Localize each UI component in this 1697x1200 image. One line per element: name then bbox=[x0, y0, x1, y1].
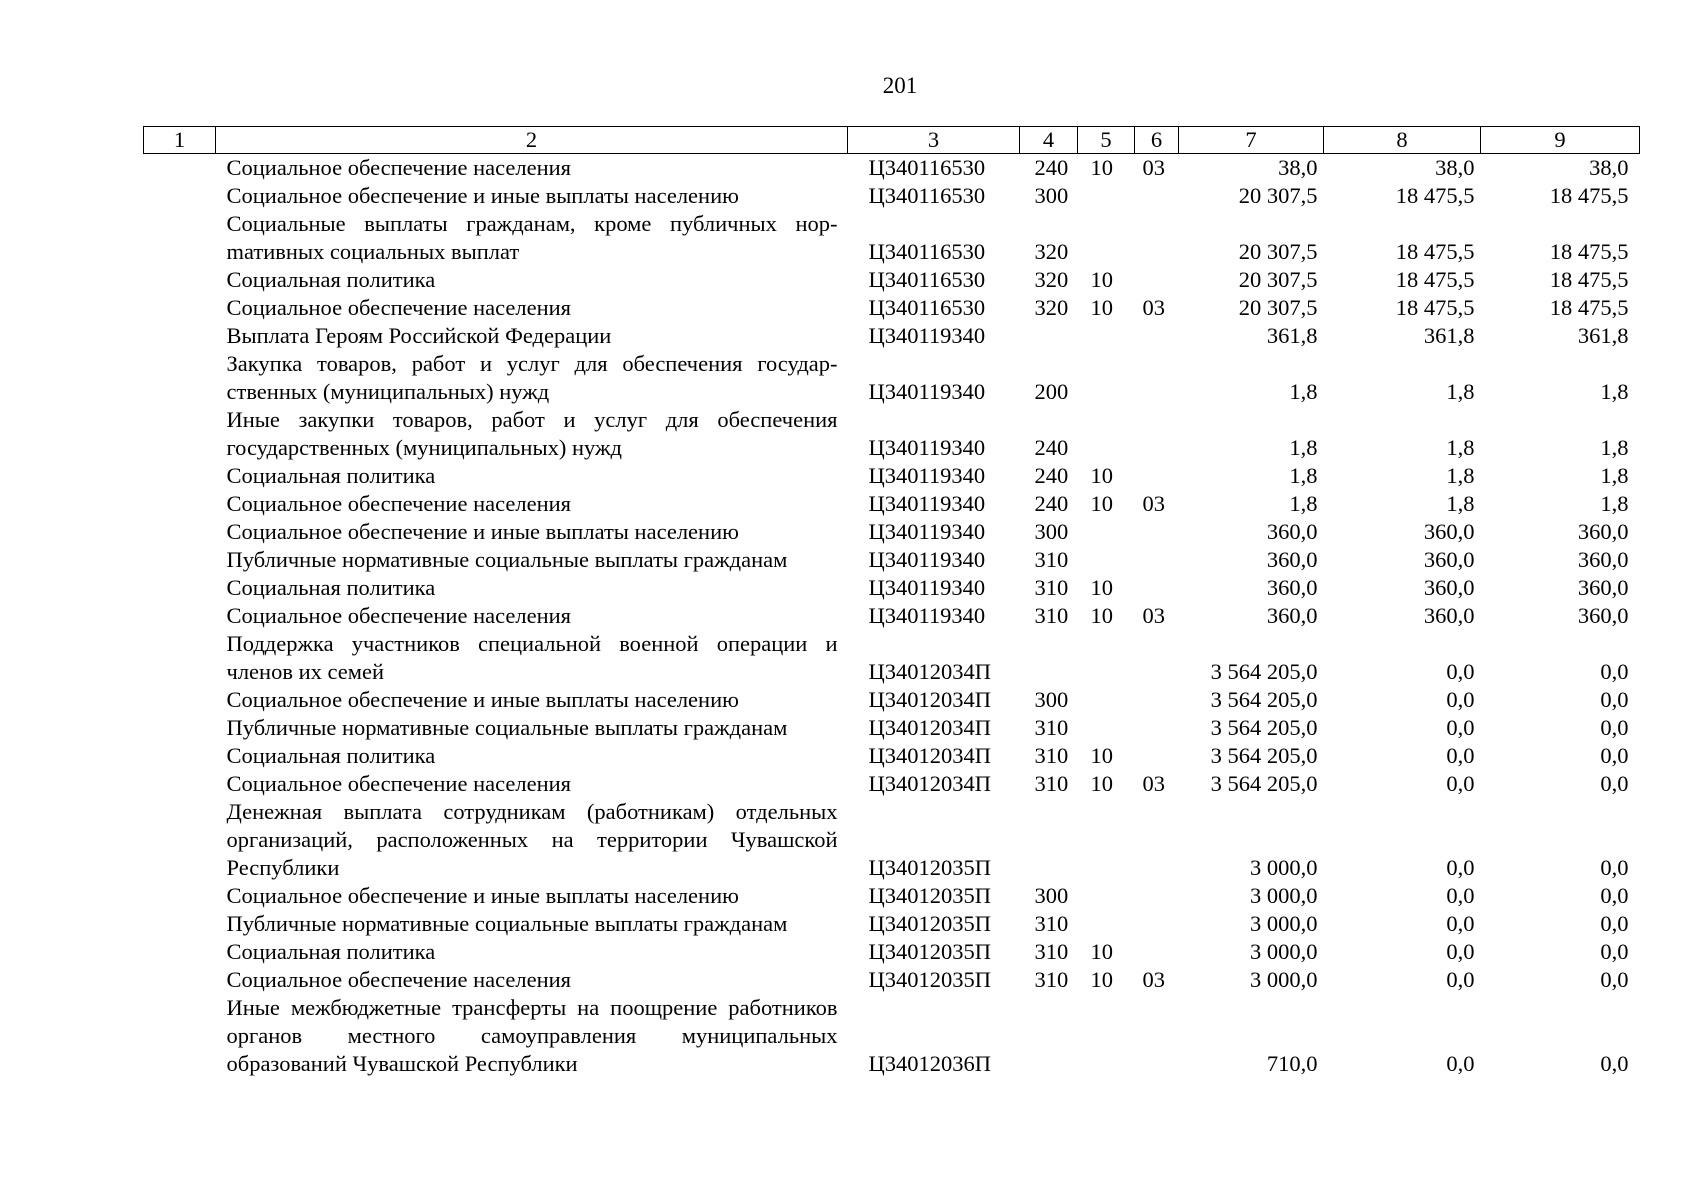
row-col-1 bbox=[144, 294, 216, 322]
row-subsection bbox=[1135, 938, 1179, 966]
table-row bbox=[144, 518, 1640, 546]
row-amount-col7: 1,8 bbox=[1289, 435, 1318, 460]
row-col-1 bbox=[144, 154, 216, 183]
row-amount-col8: 1,8 bbox=[1446, 379, 1475, 404]
row-col-1 bbox=[144, 882, 216, 910]
row-col-1 bbox=[144, 210, 216, 266]
row-name: Социальное обеспечение и иные выплаты населению bbox=[226, 183, 739, 208]
row-amount-col8: 0,0 bbox=[1446, 771, 1475, 796]
row-subsection bbox=[1135, 798, 1179, 882]
row-target-code: Ц340116530 bbox=[868, 295, 986, 320]
row-amount-col9: 38,0 bbox=[1589, 155, 1629, 180]
row-target-code: Ц340116530 bbox=[868, 183, 986, 208]
row-expense-type: 310 bbox=[1034, 715, 1069, 740]
row-col-1 bbox=[144, 602, 216, 630]
row-amount-col9: 0,0 bbox=[1600, 911, 1629, 936]
row-target-code: Ц34012034П bbox=[868, 771, 991, 796]
row-amount-col8: 0,0 bbox=[1446, 659, 1475, 684]
row-subsection: 03 bbox=[1142, 155, 1165, 180]
table-row bbox=[144, 966, 1640, 994]
row-expense-type bbox=[1020, 798, 1078, 882]
row-amount-col9: 360,0 bbox=[1577, 519, 1629, 544]
row-amount-col8: 18 475,5 bbox=[1395, 295, 1475, 320]
row-target-code: Ц340119340 bbox=[868, 575, 986, 600]
row-amount-col7: 360,0 bbox=[1266, 519, 1318, 544]
row-amount-col9: 1,8 bbox=[1600, 435, 1629, 460]
row-name: Социальная политика bbox=[226, 575, 436, 600]
row-section: 10 bbox=[1090, 603, 1113, 628]
row-amount-col9: 18 475,5 bbox=[1549, 295, 1629, 320]
row-section bbox=[1078, 182, 1135, 210]
row-name: Социальное обеспечение населения bbox=[226, 155, 572, 180]
row-amount-col9: 360,0 bbox=[1577, 603, 1629, 628]
row-subsection bbox=[1135, 546, 1179, 574]
row-target-code: Ц340119340 bbox=[868, 603, 986, 628]
table-row bbox=[144, 210, 1640, 266]
row-amount-col8: 1,8 bbox=[1446, 463, 1475, 488]
row-subsection: 03 bbox=[1142, 295, 1165, 320]
table-row bbox=[144, 798, 1640, 882]
row-target-code: Ц340116530 bbox=[868, 155, 986, 180]
row-amount-col7: 3 000,0 bbox=[1250, 967, 1318, 992]
row-amount-col8: 18 475,5 bbox=[1395, 267, 1475, 292]
header-col-9: 9 bbox=[1481, 127, 1640, 154]
row-amount-col9: 361,8 bbox=[1577, 323, 1629, 348]
row-amount-col9: 1,8 bbox=[1600, 491, 1629, 516]
row-target-code: Ц34012034П bbox=[868, 715, 991, 740]
row-name: Публичные нормативные социальные выплаты гражданам bbox=[226, 911, 788, 936]
row-subsection: 03 bbox=[1142, 771, 1165, 796]
row-name: Денежная выплата сотрудникам (работникам) отдельных организаций, расположенных на территории Чувашской Республики bbox=[226, 799, 838, 880]
row-subsection bbox=[1135, 518, 1179, 546]
row-amount-col7: 3 000,0 bbox=[1250, 939, 1318, 964]
header-col-4: 4 bbox=[1020, 127, 1078, 154]
row-section bbox=[1078, 350, 1135, 406]
row-amount-col7: 3 564 205,0 bbox=[1210, 771, 1318, 796]
row-section: 10 bbox=[1090, 155, 1113, 180]
row-expense-type: 320 bbox=[1034, 295, 1069, 320]
table-row bbox=[144, 294, 1640, 322]
row-amount-col7: 3 564 205,0 bbox=[1210, 715, 1318, 740]
row-amount-col7: 3 564 205,0 bbox=[1210, 743, 1318, 768]
row-col-1 bbox=[144, 518, 216, 546]
row-amount-col8: 0,0 bbox=[1446, 967, 1475, 992]
header-col-2: 2 bbox=[216, 127, 848, 154]
row-amount-col9: 0,0 bbox=[1600, 1051, 1629, 1076]
table-row bbox=[144, 574, 1640, 602]
row-subsection bbox=[1135, 882, 1179, 910]
row-amount-col8: 0,0 bbox=[1446, 939, 1475, 964]
row-expense-type: 310 bbox=[1034, 911, 1069, 936]
row-col-1 bbox=[144, 546, 216, 574]
row-amount-col8: 0,0 bbox=[1446, 687, 1475, 712]
row-target-code: Ц34012035П bbox=[868, 911, 991, 936]
table-row bbox=[144, 406, 1640, 462]
row-target-code: Ц340119340 bbox=[868, 323, 986, 348]
row-expense-type: 310 bbox=[1034, 743, 1069, 768]
row-section bbox=[1078, 546, 1135, 574]
row-amount-col8: 360,0 bbox=[1423, 575, 1475, 600]
row-subsection bbox=[1135, 210, 1179, 266]
row-amount-col7: 710,0 bbox=[1266, 1051, 1318, 1076]
row-subsection: 03 bbox=[1142, 491, 1165, 516]
row-amount-col7: 3 000,0 bbox=[1250, 911, 1318, 936]
row-col-1 bbox=[144, 714, 216, 742]
page-number: 201 bbox=[882, 73, 918, 98]
row-subsection bbox=[1135, 910, 1179, 938]
row-col-1 bbox=[144, 938, 216, 966]
row-amount-col9: 0,0 bbox=[1600, 687, 1629, 712]
row-expense-type: 300 bbox=[1034, 687, 1069, 712]
row-subsection bbox=[1135, 322, 1179, 350]
table-row bbox=[144, 910, 1640, 938]
row-section bbox=[1078, 210, 1135, 266]
row-section bbox=[1078, 714, 1135, 742]
header-col-8: 8 bbox=[1324, 127, 1481, 154]
row-section bbox=[1078, 630, 1135, 686]
row-name: Социальное обеспечение населения bbox=[226, 491, 572, 516]
row-amount-col8: 0,0 bbox=[1446, 883, 1475, 908]
table-row bbox=[144, 322, 1640, 350]
row-col-1 bbox=[144, 266, 216, 294]
row-expense-type: 310 bbox=[1034, 547, 1069, 572]
row-col-1 bbox=[144, 686, 216, 714]
row-section bbox=[1078, 882, 1135, 910]
row-amount-col7: 20 307,5 bbox=[1238, 183, 1318, 208]
row-section bbox=[1078, 686, 1135, 714]
row-amount-col8: 1,8 bbox=[1446, 491, 1475, 516]
row-target-code: Ц340119340 bbox=[868, 491, 986, 516]
row-amount-col9: 0,0 bbox=[1600, 939, 1629, 964]
row-target-code: Ц34012035П bbox=[868, 939, 991, 964]
row-amount-col8: 360,0 bbox=[1423, 547, 1475, 572]
row-amount-col9: 0,0 bbox=[1600, 967, 1629, 992]
row-amount-col7: 38,0 bbox=[1278, 155, 1318, 180]
row-col-1 bbox=[144, 462, 216, 490]
row-col-1 bbox=[144, 742, 216, 770]
row-expense-type bbox=[1020, 630, 1078, 686]
row-col-1 bbox=[144, 490, 216, 518]
table-row bbox=[144, 462, 1640, 490]
row-subsection bbox=[1135, 630, 1179, 686]
row-amount-col9: 18 475,5 bbox=[1549, 267, 1629, 292]
row-amount-col8: 0,0 bbox=[1446, 743, 1475, 768]
row-expense-type: 310 bbox=[1034, 967, 1069, 992]
row-amount-col9: 0,0 bbox=[1600, 743, 1629, 768]
row-name: Иные межбюджетные трансферты на поощрение работников органов местного самоуправления муниципальных образований Чувашской Республики bbox=[226, 995, 838, 1076]
row-name: Публичные нормативные социальные выплаты гражданам bbox=[226, 547, 788, 572]
row-target-code: Ц340116530 bbox=[868, 267, 986, 292]
row-amount-col9: 18 475,5 bbox=[1549, 239, 1629, 264]
row-amount-col9: 0,0 bbox=[1600, 855, 1629, 880]
row-col-1 bbox=[144, 798, 216, 882]
row-amount-col7: 360,0 bbox=[1266, 575, 1318, 600]
row-section bbox=[1078, 910, 1135, 938]
row-amount-col7: 3 000,0 bbox=[1250, 855, 1318, 880]
row-amount-col8: 1,8 bbox=[1446, 435, 1475, 460]
row-name: Социальное обеспечение и иные выплаты населению bbox=[226, 687, 739, 712]
row-expense-type bbox=[1020, 322, 1078, 350]
row-target-code: Ц340119340 bbox=[868, 519, 986, 544]
row-amount-col9: 18 475,5 bbox=[1549, 183, 1629, 208]
row-amount-col7: 360,0 bbox=[1266, 603, 1318, 628]
row-amount-col9: 0,0 bbox=[1600, 771, 1629, 796]
row-expense-type: 310 bbox=[1034, 603, 1069, 628]
row-target-code: Ц34012034П bbox=[868, 687, 991, 712]
header-col-3: 3 bbox=[848, 127, 1020, 154]
row-section: 10 bbox=[1090, 463, 1113, 488]
row-target-code: Ц34012035П bbox=[868, 967, 991, 992]
row-name: Социальное обеспечение и иные выплаты населению bbox=[226, 883, 739, 908]
row-amount-col9: 1,8 bbox=[1600, 379, 1629, 404]
row-section: 10 bbox=[1090, 295, 1113, 320]
table-row bbox=[144, 630, 1640, 686]
row-section: 10 bbox=[1090, 939, 1113, 964]
row-section bbox=[1078, 322, 1135, 350]
row-amount-col7: 20 307,5 bbox=[1238, 239, 1318, 264]
row-section: 10 bbox=[1090, 743, 1113, 768]
header-row bbox=[144, 127, 1640, 154]
row-amount-col7: 1,8 bbox=[1289, 491, 1318, 516]
row-subsection bbox=[1135, 406, 1179, 462]
row-name: Социальные выплаты гражданам, кроме публичных норmативных социальных выплат bbox=[226, 211, 838, 264]
row-subsection bbox=[1135, 350, 1179, 406]
row-amount-col8: 360,0 bbox=[1423, 519, 1475, 544]
row-amount-col8: 18 475,5 bbox=[1395, 183, 1475, 208]
row-col-1 bbox=[144, 966, 216, 994]
row-col-1 bbox=[144, 770, 216, 798]
row-expense-type: 300 bbox=[1034, 519, 1069, 544]
row-col-1 bbox=[144, 406, 216, 462]
table-row bbox=[144, 266, 1640, 294]
row-target-code: Ц340116530 bbox=[868, 239, 986, 264]
row-name: Социальная политика bbox=[226, 939, 436, 964]
row-section: 10 bbox=[1090, 491, 1113, 516]
row-name: Социальная политика bbox=[226, 463, 436, 488]
row-name: Иные закупки товаров, работ и услуг для обеспечения государственных (муниципальных) нужд bbox=[226, 407, 838, 460]
row-expense-type: 200 bbox=[1034, 379, 1069, 404]
row-subsection bbox=[1135, 714, 1179, 742]
table-row bbox=[144, 182, 1640, 210]
row-amount-col7: 1,8 bbox=[1289, 463, 1318, 488]
row-amount-col9: 0,0 bbox=[1600, 715, 1629, 740]
row-amount-col7: 1,8 bbox=[1289, 379, 1318, 404]
row-amount-col9: 360,0 bbox=[1577, 547, 1629, 572]
table-row bbox=[144, 770, 1640, 798]
row-section: 10 bbox=[1090, 267, 1113, 292]
row-name: Социальная политика bbox=[226, 743, 436, 768]
row-subsection bbox=[1135, 182, 1179, 210]
row-amount-col8: 360,0 bbox=[1423, 603, 1475, 628]
row-amount-col7: 3 000,0 bbox=[1250, 883, 1318, 908]
row-amount-col8: 0,0 bbox=[1446, 911, 1475, 936]
header-col-1: 1 bbox=[144, 127, 216, 154]
row-target-code: Ц34012035П bbox=[868, 883, 991, 908]
row-section bbox=[1078, 518, 1135, 546]
row-expense-type: 240 bbox=[1034, 435, 1069, 460]
table-row bbox=[144, 994, 1640, 1078]
row-subsection bbox=[1135, 686, 1179, 714]
row-name: Социальное обеспечение и иные выплаты населению bbox=[226, 519, 739, 544]
row-expense-type: 320 bbox=[1034, 239, 1069, 264]
row-amount-col9: 0,0 bbox=[1600, 883, 1629, 908]
row-amount-col8: 0,0 bbox=[1446, 1051, 1475, 1076]
row-target-code: Ц340119340 bbox=[868, 435, 986, 460]
row-amount-col7: 20 307,5 bbox=[1238, 267, 1318, 292]
table-row bbox=[144, 154, 1640, 183]
table-row bbox=[144, 686, 1640, 714]
header-col-7: 7 bbox=[1179, 127, 1324, 154]
row-name: Социальное обеспечение населения bbox=[226, 771, 572, 796]
row-col-1 bbox=[144, 182, 216, 210]
row-col-1 bbox=[144, 350, 216, 406]
row-amount-col8: 0,0 bbox=[1446, 855, 1475, 880]
row-expense-type: 310 bbox=[1034, 939, 1069, 964]
row-target-code: Ц34012034П bbox=[868, 743, 991, 768]
row-amount-col8: 18 475,5 bbox=[1395, 239, 1475, 264]
row-name: Публичные нормативные социальные выплаты гражданам bbox=[226, 715, 788, 740]
row-section: 10 bbox=[1090, 967, 1113, 992]
row-section bbox=[1078, 994, 1135, 1078]
row-col-1 bbox=[144, 910, 216, 938]
table-row bbox=[144, 938, 1640, 966]
table-row bbox=[144, 602, 1640, 630]
row-subsection bbox=[1135, 266, 1179, 294]
row-amount-col8: 361,8 bbox=[1423, 323, 1475, 348]
row-amount-col9: 1,8 bbox=[1600, 463, 1629, 488]
table-row bbox=[144, 882, 1640, 910]
header-col-6: 6 bbox=[1135, 127, 1179, 154]
budget-table bbox=[143, 126, 1640, 1078]
row-expense-type: 240 bbox=[1034, 155, 1069, 180]
row-section: 10 bbox=[1090, 771, 1113, 796]
row-amount-col8: 38,0 bbox=[1435, 155, 1475, 180]
row-amount-col7: 20 307,5 bbox=[1238, 295, 1318, 320]
row-amount-col7: 361,8 bbox=[1266, 323, 1318, 348]
row-target-code: Ц340119340 bbox=[868, 379, 986, 404]
row-expense-type bbox=[1020, 994, 1078, 1078]
row-amount-col7: 3 564 205,0 bbox=[1210, 687, 1318, 712]
row-expense-type: 300 bbox=[1034, 183, 1069, 208]
table-header bbox=[144, 127, 1640, 154]
row-subsection bbox=[1135, 994, 1179, 1078]
row-subsection bbox=[1135, 742, 1179, 770]
row-name: Социальное обеспечение населения bbox=[226, 967, 572, 992]
row-name: Поддержка участников специальной военной операции и членов их семей bbox=[226, 631, 838, 684]
table-body bbox=[144, 154, 1640, 1079]
row-section bbox=[1078, 406, 1135, 462]
row-section: 10 bbox=[1090, 575, 1113, 600]
header-col-5: 5 bbox=[1078, 127, 1135, 154]
row-expense-type: 320 bbox=[1034, 267, 1069, 292]
row-col-1 bbox=[144, 994, 216, 1078]
row-col-1 bbox=[144, 574, 216, 602]
row-expense-type: 310 bbox=[1034, 771, 1069, 796]
row-target-code: Ц34012034П bbox=[868, 659, 991, 684]
row-col-1 bbox=[144, 322, 216, 350]
row-subsection: 03 bbox=[1142, 603, 1165, 628]
row-target-code: Ц340119340 bbox=[868, 463, 986, 488]
row-amount-col9: 360,0 bbox=[1577, 575, 1629, 600]
row-amount-col9: 0,0 bbox=[1600, 659, 1629, 684]
row-expense-type: 240 bbox=[1034, 463, 1069, 488]
row-expense-type: 300 bbox=[1034, 883, 1069, 908]
row-subsection: 03 bbox=[1142, 967, 1165, 992]
row-expense-type: 240 bbox=[1034, 491, 1069, 516]
row-name: Закупка товаров, работ и услуг для обеспечения государственных (муниципальных) нужд bbox=[226, 351, 838, 404]
row-subsection bbox=[1135, 574, 1179, 602]
row-amount-col8: 0,0 bbox=[1446, 715, 1475, 740]
row-name: Социальное обеспечение населения bbox=[226, 603, 572, 628]
row-amount-col7: 360,0 bbox=[1266, 547, 1318, 572]
table-row bbox=[144, 742, 1640, 770]
row-target-code: Ц340119340 bbox=[868, 547, 986, 572]
row-subsection bbox=[1135, 462, 1179, 490]
row-section bbox=[1078, 798, 1135, 882]
table-row bbox=[144, 546, 1640, 574]
row-target-code: Ц34012035П bbox=[868, 855, 991, 880]
row-amount-col7: 3 564 205,0 bbox=[1210, 659, 1318, 684]
row-col-1 bbox=[144, 630, 216, 686]
row-target-code: Ц34012036П bbox=[868, 1051, 991, 1076]
table-row bbox=[144, 714, 1640, 742]
row-name: Социальная политика bbox=[226, 267, 436, 292]
table-row bbox=[144, 490, 1640, 518]
row-expense-type: 310 bbox=[1034, 575, 1069, 600]
row-name: Выплата Героям Российской Федерации bbox=[226, 323, 612, 348]
row-name: Социальное обеспечение населения bbox=[226, 295, 572, 320]
table-row bbox=[144, 350, 1640, 406]
